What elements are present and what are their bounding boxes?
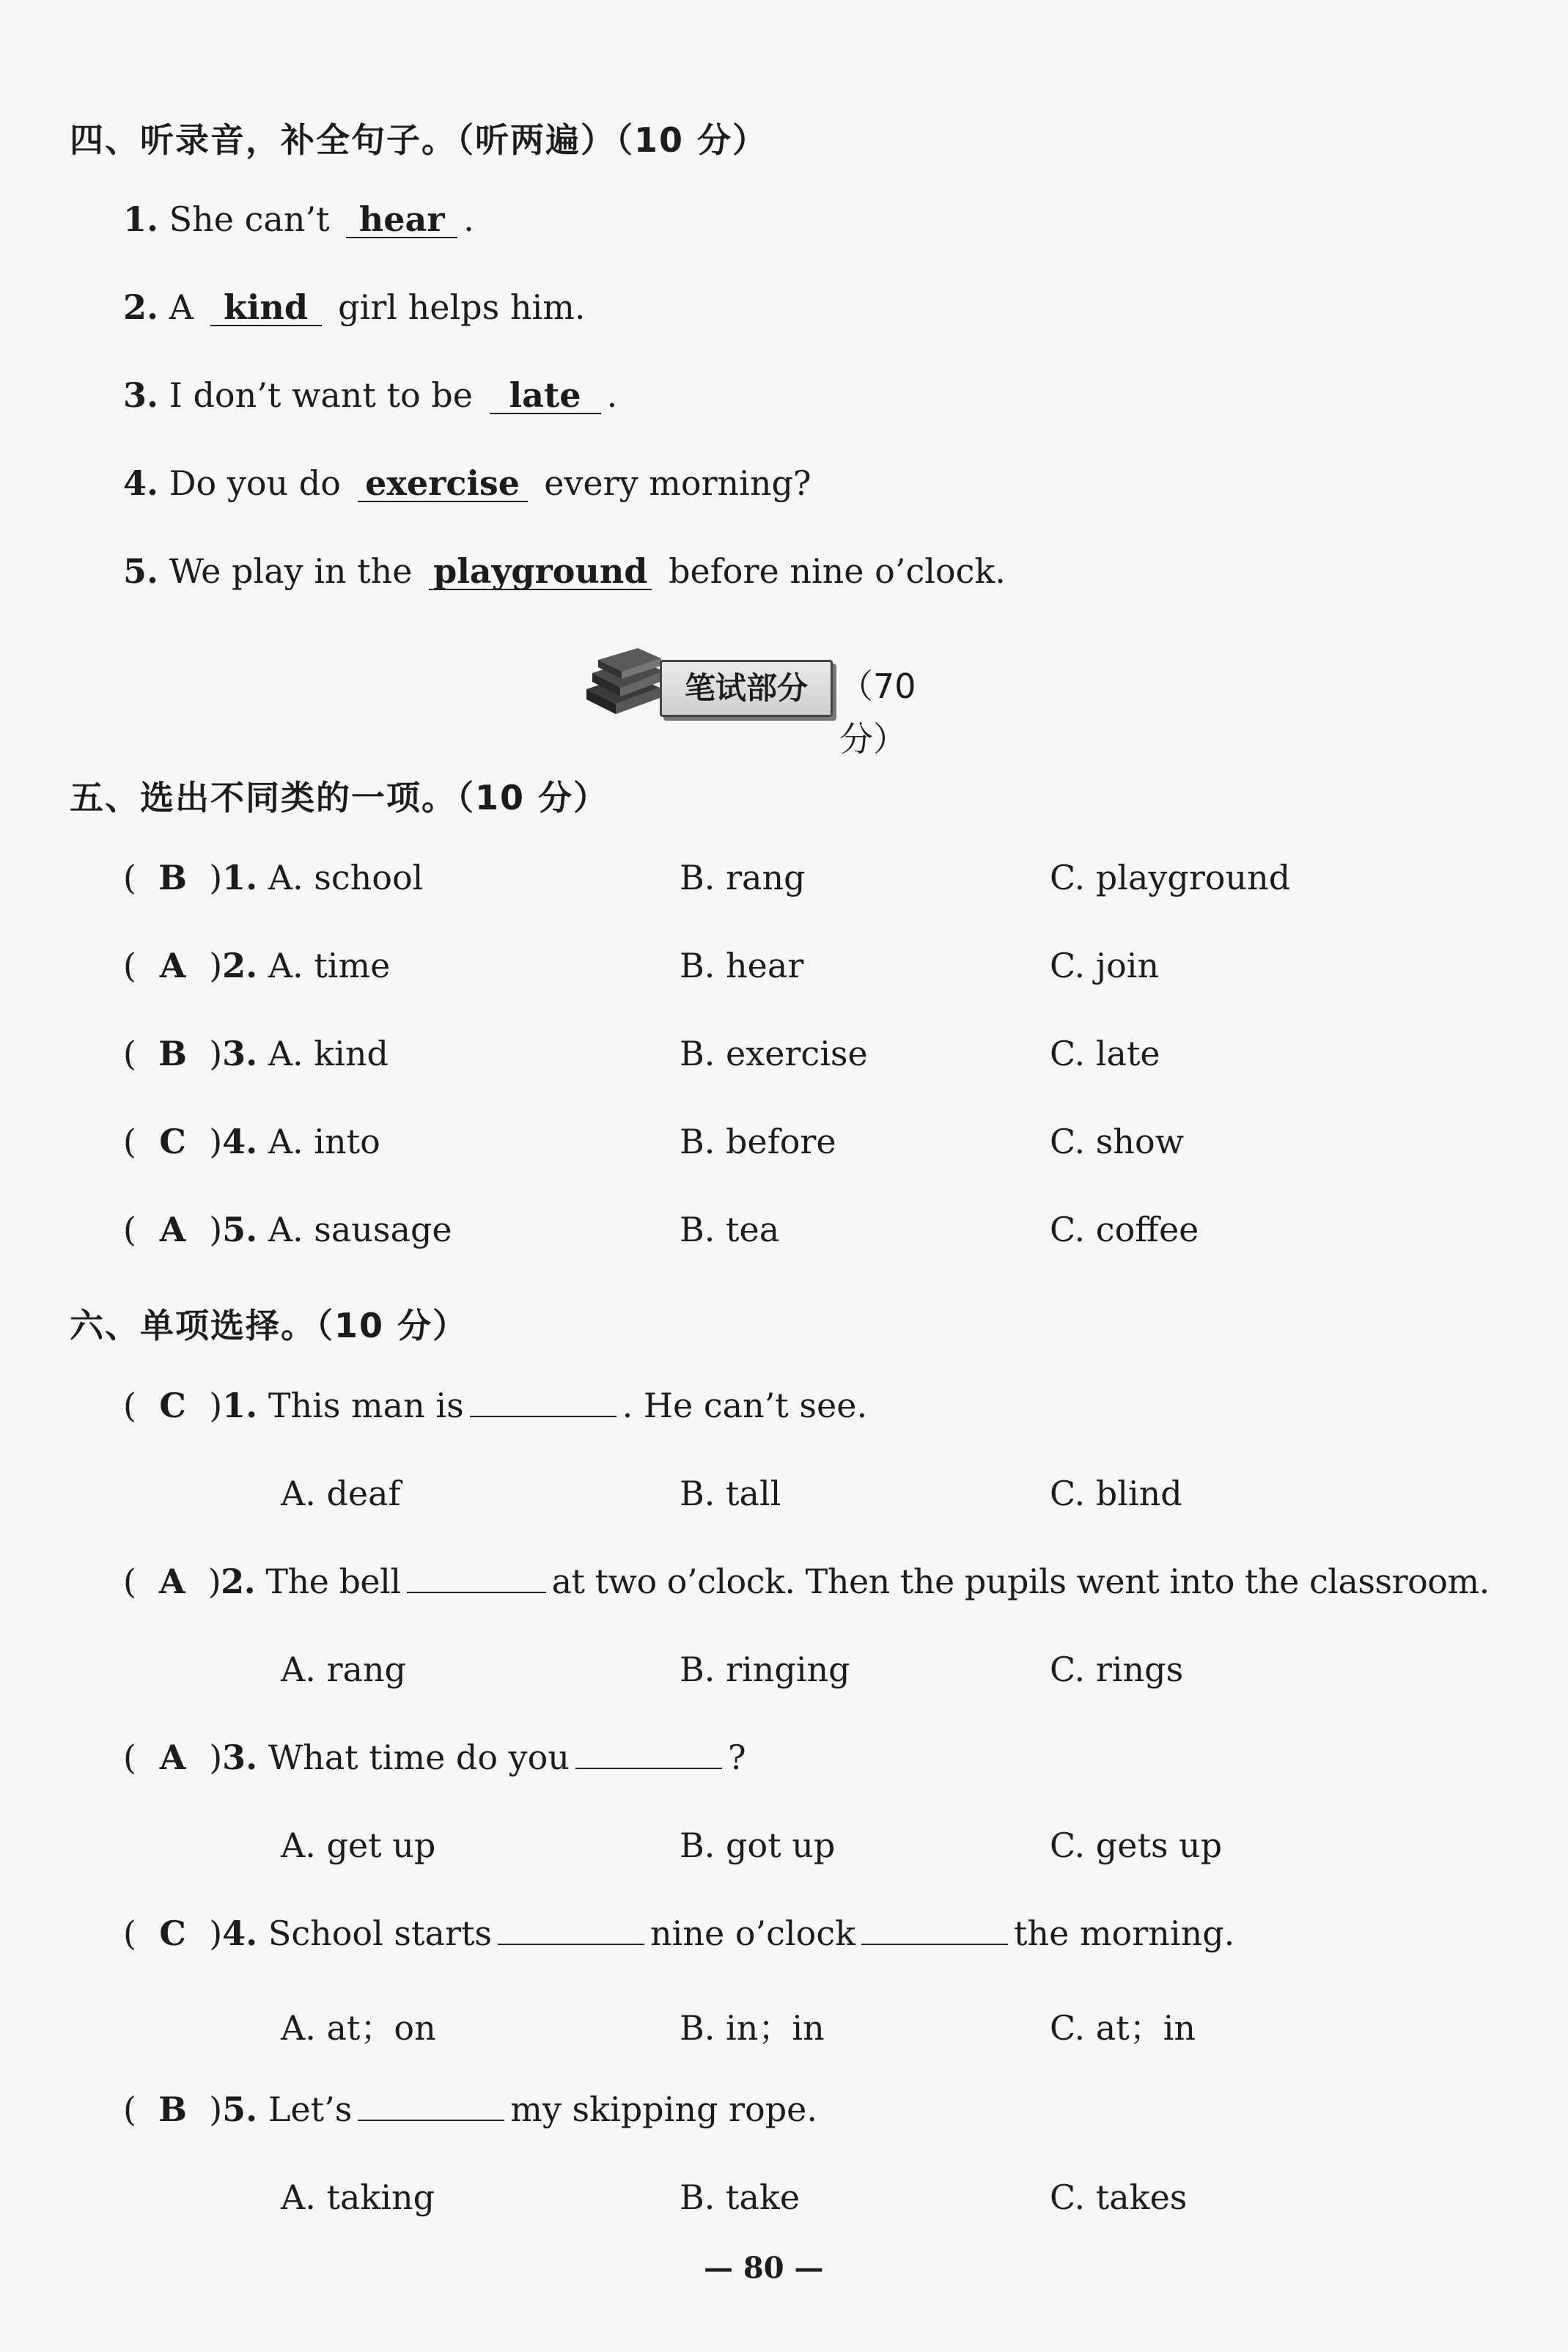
section5-item-3: ( B )3. A. kind xyxy=(123,1034,389,1073)
empty-blank xyxy=(575,1738,722,1769)
answer-blank: exercise xyxy=(358,466,528,502)
answer-letter: B xyxy=(158,858,188,897)
answer-letter: C xyxy=(159,1122,186,1161)
empty-blank xyxy=(861,1914,1008,1945)
option-b: B. hear xyxy=(680,946,804,985)
section4-item-5: 5. We play in the playground before nine o’clock. xyxy=(123,551,1006,591)
option-b: B. take xyxy=(680,2178,800,2217)
empty-blank xyxy=(407,1562,546,1593)
section6-question-1: ( C )1. This man is . He can’t see. xyxy=(123,1386,868,1425)
answer-letter: A xyxy=(159,1738,186,1777)
answer-letter: C xyxy=(159,1386,186,1425)
section5-item-2: ( A )2. A. time xyxy=(123,946,391,985)
section4-item-1: 1. She can’t hear . xyxy=(123,199,474,239)
answer-letter: B xyxy=(158,1034,188,1073)
option-c: C. show xyxy=(1050,1122,1185,1161)
section6-question-3: ( A )3. What time do you ? xyxy=(123,1738,746,1777)
empty-blank xyxy=(498,1914,644,1945)
answer-letter: A xyxy=(159,1210,186,1249)
option-a: A. taking xyxy=(281,2178,435,2217)
answer-letter: A xyxy=(159,946,186,985)
option-c: C. coffee xyxy=(1050,1210,1199,1249)
option-c: C. playground xyxy=(1050,858,1291,897)
answer-blank: late xyxy=(490,378,601,414)
banner-score: （70 分） xyxy=(839,666,916,759)
section6-question-4: ( C )4. School starts nine o’clock the morning. xyxy=(123,1914,1235,1953)
section6-question-5: ( B )5. Let’s my skipping rope. xyxy=(123,2090,817,2129)
empty-blank xyxy=(470,1386,616,1417)
option-a: A. at；on xyxy=(281,2008,436,2048)
option-c: C. rings xyxy=(1050,1650,1184,1689)
section6-heading: 六、单项选择。（10 分） xyxy=(70,1306,468,1345)
banner-label: 笔试部分 xyxy=(660,660,833,717)
option-a: A. get up xyxy=(281,1826,436,1865)
option-c: C. takes xyxy=(1050,2178,1188,2217)
answer-letter: C xyxy=(159,1914,186,1953)
option-b: B. before xyxy=(680,1122,836,1161)
written-part-banner xyxy=(579,644,938,759)
option-c: C. at；in xyxy=(1050,2008,1196,2048)
section5-item-5: ( A )5. A. sausage xyxy=(123,1210,452,1249)
option-c: C. late xyxy=(1050,1034,1160,1073)
empty-blank xyxy=(358,2090,504,2121)
option-c: C. blind xyxy=(1050,1474,1182,1513)
option-b: B. got up xyxy=(680,1826,836,1865)
section4-item-2: 2. A kind girl helps him. xyxy=(123,287,586,327)
option-b: B. tea xyxy=(680,1210,780,1249)
option-b: B. tall xyxy=(680,1474,781,1513)
option-b: B. in；in xyxy=(680,2008,825,2048)
option-a: A. deaf xyxy=(281,1474,401,1513)
section5-item-1: ( B )1. A. school xyxy=(123,858,424,897)
page-number: — 80 — xyxy=(704,2251,824,2285)
section4-item-4: 4. Do you do exercise every morning? xyxy=(123,463,811,503)
option-c: C. join xyxy=(1050,946,1160,985)
option-b: B. rang xyxy=(680,858,806,897)
option-a: A. rang xyxy=(281,1650,406,1689)
section6-question-2: ( A )2. The bell at two o’clock. Then the pupils went into the classroom. xyxy=(123,1562,1490,1601)
section5-heading: 五、选出不同类的一项。（10 分） xyxy=(70,778,609,817)
option-c: C. gets up xyxy=(1050,1826,1223,1865)
answer-blank: kind xyxy=(210,290,322,326)
option-b: B. ringing xyxy=(680,1650,850,1689)
section4-heading: 四、听录音，补全句子。（听两遍）（10 分） xyxy=(70,120,768,160)
section4-item-3: 3. I don’t want to be late . xyxy=(123,375,618,415)
answer-letter: A xyxy=(158,1562,185,1601)
answer-blank: hear xyxy=(346,202,457,238)
section5-item-4: ( C )4. A. into xyxy=(123,1122,380,1161)
answer-blank: playground xyxy=(429,554,652,590)
option-b: B. exercise xyxy=(680,1034,868,1073)
answer-letter: B xyxy=(158,2090,188,2129)
